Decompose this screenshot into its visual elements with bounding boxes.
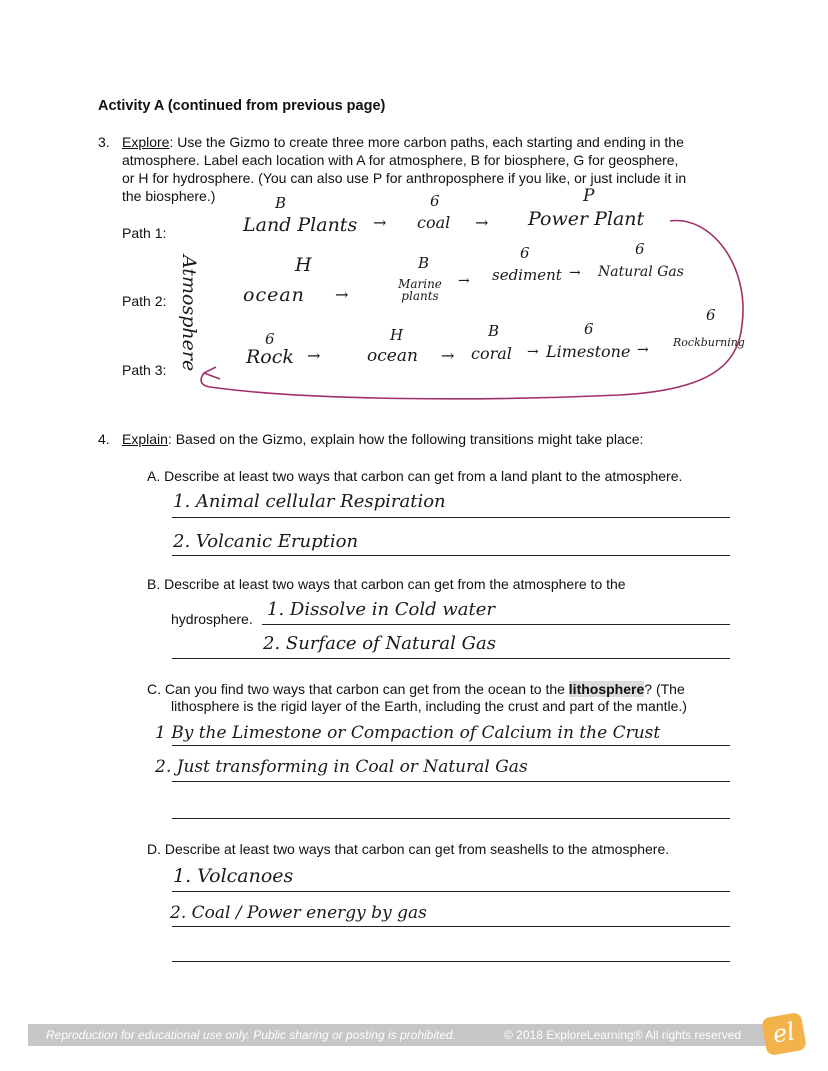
path2-arrow-1: → [335,285,349,304]
magenta-loop-path [201,221,743,399]
footer-copyright: © 2018 ExploreLearning® All rights reserved [504,1028,742,1042]
q3-text-line-2: atmosphere. Label each location with A for atmosphere, B for biosphere, G for geosphere, [122,152,679,168]
q4b-answer-2: 2. Surface of Natural Gas [263,633,496,654]
explorelearning-logo: el [761,1012,807,1056]
path3-letter-5: 6 [706,306,716,324]
q4a-answer-line-2 [172,555,730,556]
path2-letter-4: 6 [635,240,645,258]
q4b-answer-line-2 [172,658,730,659]
q4c-answer-1: 1 By the Limestone or Compaction of Calcium in the Crust [155,723,661,743]
q4b-answer-1: 1. Dissolve in Cold water [267,599,496,620]
path2-item-2: Marine plants [398,277,442,303]
path3-item-5: Rockburning [673,336,745,349]
path-2-label: Path 2: [122,293,167,309]
path-3-label: Path 3: [122,362,167,378]
path3-item-2: ocean [367,346,418,366]
path2-arrow-3: → [569,265,581,281]
q4d-answer-line-2 [172,926,730,927]
q4c-lithosphere-highlight: lithosphere [568,681,645,697]
q4c-prompt-line-1 [147,680,685,698]
path1-letter-3: P [583,186,595,206]
path1-item-1: Land Plants [243,214,358,236]
q3-prompt [122,133,762,205]
path1-arrow-2: → [475,213,489,232]
path2-item-1: ocean [243,284,305,306]
path2-item-3: sediment [492,266,562,284]
path3-arrow-2: → [441,346,455,365]
q4d-answer-1: 1. Volcanoes [173,865,294,887]
q3-text-line-1: : Use the Gizmo to create three more carbon paths, each starting and ending in the [169,134,684,150]
path1-arrow-1: → [373,213,387,232]
q4c-answer-2: 2. Just transforming in Coal or Natural Gas [155,757,528,777]
q4-prompt [122,430,643,448]
path2-letter-2: B [418,254,430,272]
q4d-answer-2: 2. Coal / Power energy by gas [170,903,427,923]
path3-item-3: coral [471,344,512,363]
q4-label: Explain [122,431,168,447]
q4d-answer-line-1 [172,891,730,892]
q4a-answer-2: 2. Volcanic Eruption [173,531,359,552]
q4c-prompt-pre: C. Can you find two ways that carbon can get from the ocean to the [147,681,569,697]
q4b-prompt-line-1: B. Describe at least two ways that carbon can get from the atmosphere to the [147,576,626,592]
activity-title: Activity A (continued from previous page) [98,98,386,114]
q4-text: : Based on the Gizmo, explain how the following transitions might take place: [167,431,644,447]
path1-letter-1: B [275,194,287,212]
q3-number: 3. [98,134,110,150]
q4c-prompt-line-2: lithosphere is the rigid layer of the Earth, including the crust and part of the mantle.) [171,698,687,714]
footer-disclaimer: Reproduction for educational use only. Public sharing or posting is prohibited. [46,1028,457,1042]
q4c-answer-line-3 [172,818,730,819]
q4a-answer-line-1 [172,517,730,518]
q3-text-line-4: the biosphere.) [122,188,216,204]
q4b-prompt-line-2: hydrosphere. [171,611,253,627]
path3-item-1: Rock [246,346,294,368]
q4b-answer-line-1 [262,624,730,625]
path3-arrow-3: → [527,344,539,360]
path3-arrow-4: → [637,342,649,358]
q4-number: 4. [98,431,110,447]
q4c-answer-line-2 [172,781,730,782]
q4a-answer-1: 1. Animal cellular Respiration [173,491,446,512]
q3-label: Explore [122,134,170,150]
path2-arrow-2: → [458,273,470,289]
path3-item-4: Limestone [546,342,631,361]
q3-text-line-3: or H for hydrosphere. (You can also use P for anthroposphere if you like, or just include it in [122,170,687,186]
path1-letter-2: 6 [430,192,440,210]
atmosphere-vertical: Atmosphere [178,255,200,372]
q4c-answer-line-1 [172,745,730,746]
q4c-prompt-post: ? (The [644,681,685,697]
q4d-prompt: D. Describe at least two ways that carbon can get from seashells to the atmosphere. [147,841,670,857]
path-1-label: Path 1: [122,225,167,241]
path1-item-2: coal [417,213,451,232]
path3-arrow-1: → [307,346,321,365]
path3-letter-2: H [390,326,404,344]
path3-letter-4: 6 [584,320,594,338]
q4a-prompt: A. Describe at least two ways that carbon can get from a land plant to the atmosphere. [147,468,683,484]
path3-letter-1: 6 [265,330,275,348]
path2-item-4: Natural Gas [598,264,684,280]
q4d-answer-line-3 [172,961,730,962]
path1-item-3: Power Plant [528,208,645,230]
path2-letter-3: 6 [520,244,530,262]
path2-letter-1: H [295,254,312,276]
footer-bar [28,1024,774,1046]
path3-letter-3: B [488,322,500,340]
